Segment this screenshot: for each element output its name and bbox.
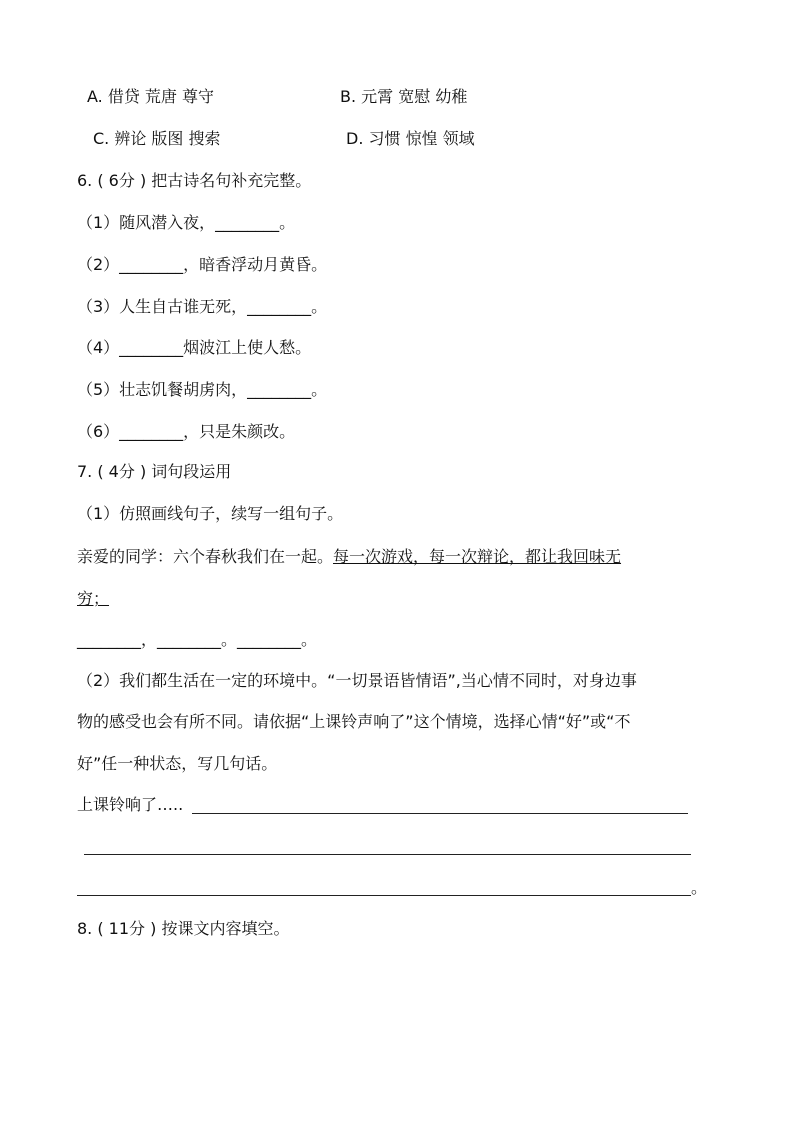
question-8-title: 8. ( 11分 ) 按课文内容填空。: [77, 919, 290, 938]
question-6-line-4: （4）________烟波江上使人愁。: [77, 338, 312, 357]
writing-line-1[interactable]: [192, 813, 688, 814]
writing-line-2[interactable]: [84, 854, 691, 855]
passage-underlined: 每一次游戏，每一次辩论，都让我回味无: [333, 547, 622, 566]
write-prompt: 上课铃响了…..: [77, 795, 184, 814]
question-6-line-1: （1）随风潜入夜，________。: [77, 213, 296, 232]
question-7-sub-2-line-2: 物的感受也会有所不同。请依据“上课铃声响了”这个情境，选择心情“好”或“不: [77, 712, 631, 731]
option-c: C. 辨论 版图 搜索: [93, 129, 221, 148]
question-7-title: 7. ( 4分 ) 词句段运用: [77, 462, 232, 481]
question-7-passage: [77, 546, 621, 568]
question-6-title: 6. ( 6分 ) 把古诗名句补充完整。: [77, 171, 312, 190]
option-a: A. 借贷 荒唐 尊守: [87, 87, 215, 106]
writing-end-period: 。: [691, 878, 708, 897]
question-7-passage-cont: 穷；: [77, 589, 110, 608]
question-7-sub-2-line-1: （2）我们都生活在一定的环境中。“一切景语皆情语”,当心情不同时，对身边事: [77, 671, 637, 690]
question-6-line-6: （6）________，只是朱颜改。: [77, 422, 296, 441]
question-6-line-2: （2）________，暗香浮动月黄昏。: [77, 255, 328, 274]
question-7-blanks: ________，________。________。: [77, 630, 318, 649]
passage-plain: 亲爱的同学：六个春秋我们在一起。: [77, 547, 334, 566]
option-d: D. 习惯 惊惶 领域: [346, 129, 475, 148]
question-6-line-3: （3）人生自古谁无死，________。: [77, 297, 328, 316]
option-b: B. 元霄 宽慰 幼稚: [340, 87, 468, 106]
writing-line-3[interactable]: [77, 895, 691, 896]
question-7-sub-2-line-3: 好”任一种状态，写几句话。: [77, 754, 278, 773]
question-7-sub-1: （1）仿照画线句子，续写一组句子。: [77, 504, 344, 523]
question-6-line-5: （5）壮志饥餐胡虏肉，________。: [77, 380, 328, 399]
